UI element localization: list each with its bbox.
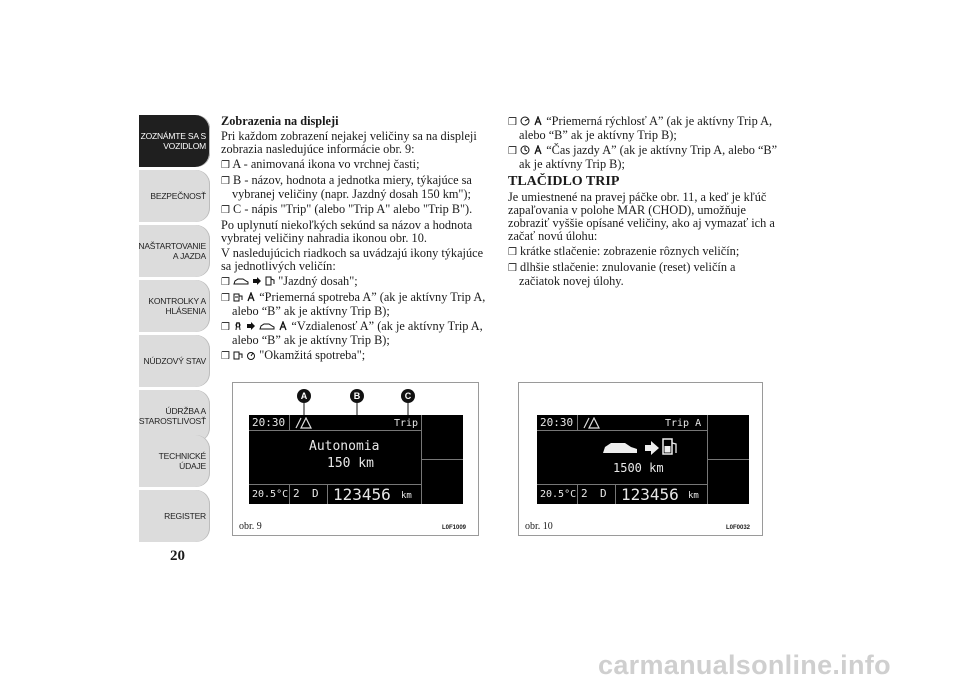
page-number: 20 xyxy=(170,548,185,564)
road-icon xyxy=(233,321,243,331)
tab-starting[interactable]: NAŠTARTOVANIE A JAZDA xyxy=(139,225,210,277)
list-item: ❒ “Priemerná spotreba A” (ak je aktívny Trip A, alebo “B” ak je aktívny Trip B); xyxy=(221,290,486,318)
speedometer-icon xyxy=(246,350,256,360)
tab-warnings[interactable]: KONTROLKY A HLÁSENIA xyxy=(139,280,210,332)
lcd-odometer: 123456 xyxy=(621,485,679,504)
speed-icon xyxy=(520,116,530,126)
tab-maintenance[interactable]: ÚDRŽBA A STAROSTLIVOSŤ xyxy=(139,390,210,442)
car-icon xyxy=(603,443,637,453)
lcd-temperature: 20.5°C xyxy=(252,489,289,500)
lcd-line2: 150 km xyxy=(327,456,374,471)
trip-a-icon xyxy=(533,116,543,126)
lcd-trip-label: Trip A xyxy=(665,418,702,429)
fuel-pump-icon xyxy=(265,276,275,286)
intro-paragraph: Pri každom zobrazení nejakej veličiny sa na displeji zobrazia nasledujúce informácie obr. 9: xyxy=(221,129,477,156)
list-item: ❒ "Jazdný dosah"; xyxy=(221,274,358,288)
trip-a-icon xyxy=(246,292,256,302)
figure-9 xyxy=(232,382,479,536)
lcd-range-value: 1500 km xyxy=(613,461,664,475)
warning-icon xyxy=(583,417,605,429)
tab-emergency[interactable]: NÚDZOVÝ STAV xyxy=(139,335,210,387)
car-icon xyxy=(233,276,249,286)
tab-vehicle[interactable]: ZOZNÁMTE SA S VOZIDLOM xyxy=(139,115,210,167)
paragraph: Po uplynutí niekoľkých sekúnd sa názov a hodnota vybratej veličiny nahradia ikonou obr. 10. xyxy=(221,218,473,245)
lcd-display xyxy=(537,415,749,504)
lcd-gear: 2 xyxy=(581,487,588,500)
list-item: ❒ C - nápis "Trip" (alebo "Trip A" alebo "Trip B"). xyxy=(221,202,473,216)
warning-icon xyxy=(295,417,317,429)
lcd-gear: 2 xyxy=(293,487,300,500)
range-icon-group xyxy=(601,435,681,457)
list-item: ❒ “Čas jazdy A” (ak je aktívny Trip A, alebo “B” ak je aktívny Trip B); xyxy=(508,143,778,171)
lcd-temperature: 20.5°C xyxy=(540,489,577,500)
tab-technical[interactable]: TECHNICKÉ ÚDAJE xyxy=(139,435,210,487)
list-item: ❒ krátke stlačenie: zobrazenie rôznych veličín; xyxy=(508,244,740,258)
callout-c: C xyxy=(401,389,415,403)
lcd-line1: Autonomia xyxy=(309,439,380,454)
lcd-display xyxy=(249,415,463,504)
list-item: ❒ A - animovaná ikona vo vrchnej časti; xyxy=(221,157,420,171)
fuel-gauge-icon xyxy=(233,350,243,360)
figure-10 xyxy=(518,382,763,536)
tab-safety[interactable]: BEZPEČNOSŤ xyxy=(139,170,210,222)
arrow-right-icon xyxy=(252,276,262,286)
list-item: ❒ “Vzdialenosť A” (ak je aktívny Trip A, alebo “B” ak je aktívny Trip B); xyxy=(221,319,483,347)
paragraph: Je umiestnené na pravej páčke obr. 11, a keď je kľúč zapaľovania v polohe MAR (CHOD), umožňuje zobraziť vyššie opísané veličiny, ako aj vymazať ich a začať novú úlohu: xyxy=(508,190,775,243)
lcd-odometer-unit: km xyxy=(688,491,699,501)
lcd-time: 20:30 xyxy=(252,416,286,429)
tab-index[interactable]: REGISTER xyxy=(139,490,210,542)
section-heading: Zobrazenia na displeji xyxy=(221,114,339,128)
fuel-gauge-icon xyxy=(233,292,243,302)
section-heading: TLAČIDLO TRIP xyxy=(508,174,620,189)
arrow-right-icon xyxy=(645,441,659,455)
list-item: ❒ "Okamžitá spotreba"; xyxy=(221,348,366,362)
trip-a-icon xyxy=(533,145,543,155)
paragraph: V nasledujúcich riadkoch sa uvádzajú ikony týkajúce sa jednotlivých veličín: xyxy=(221,246,484,273)
trip-a-icon xyxy=(278,321,288,331)
lcd-gear-mode: D xyxy=(600,487,607,500)
callout-a: A xyxy=(297,389,311,403)
figure-code: L0F0032 xyxy=(726,525,751,531)
list-item: ❒ “Priemerná rýchlosť A” (ak je aktívny Trip A, alebo “B” ak je aktívny Trip B); xyxy=(508,114,773,142)
list-item: ❒ B - názov, hodnota a jednotka miery, týkajúce sa vybranej veličiny (napr. Jazdný dosah 150 km"); xyxy=(221,173,472,201)
callout-b: B xyxy=(350,389,364,403)
lcd-gear-mode: D xyxy=(312,487,319,500)
left-column xyxy=(221,115,489,365)
figure-caption: obr. 9 xyxy=(239,521,262,532)
watermark: carmanualsonline.info xyxy=(598,650,891,680)
right-column xyxy=(508,115,778,290)
lcd-time: 20:30 xyxy=(540,416,574,429)
lcd-trip-label: Trip xyxy=(394,418,419,429)
list-item: ❒ dlhšie stlačenie: znulovanie (reset) veličín a začiatok novej úlohy. xyxy=(508,260,736,288)
lcd-odometer: 123456 xyxy=(333,485,391,504)
figure-caption: obr. 10 xyxy=(525,521,553,532)
arrow-right-icon xyxy=(246,321,256,331)
car-icon xyxy=(259,321,275,331)
clock-icon xyxy=(520,145,530,155)
figure-code: L0F1009 xyxy=(442,525,467,531)
lcd-odometer-unit: km xyxy=(401,491,412,501)
